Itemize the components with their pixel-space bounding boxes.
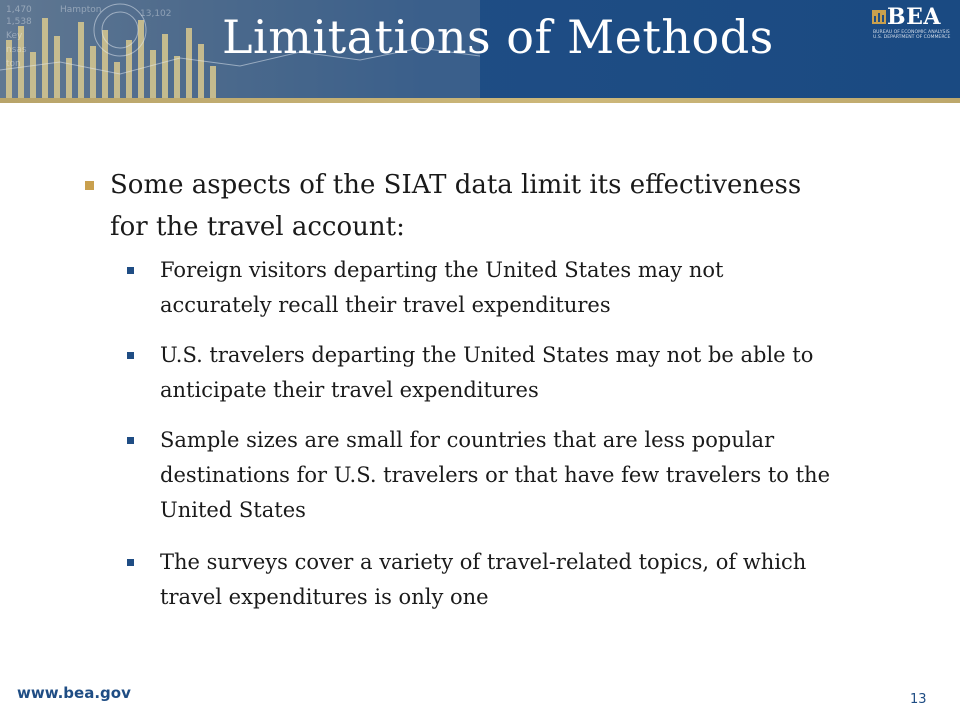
sub-bullet-text: The surveys cover a variety of travel-related topics, of which travel expenditures is only one [160, 550, 807, 609]
footer-website-link[interactable]: www.bea.gov [17, 684, 131, 702]
sub-bullet [160, 253, 840, 323]
sub-bullet [160, 545, 840, 615]
sub-bullet [160, 338, 840, 408]
bea-logo [872, 6, 954, 42]
svg-text:13,102: 13,102 [140, 9, 172, 19]
main-bullet-text: Some aspects of the SIAT data limit its effectiveness for the travel account: [110, 170, 802, 242]
slide-title: Limitations of Methods [222, 10, 774, 64]
blue-bullet-marker-icon [127, 559, 134, 566]
bea-logo-mark-icon [872, 10, 886, 24]
blue-bullet-marker-icon [127, 437, 134, 444]
main-bullet [110, 164, 830, 248]
sub-bullet-text: Sample sizes are small for countries that are less popular destinations for U.S. travelers or that have few travelers to the United States [160, 428, 831, 522]
blue-bullet-marker-icon [127, 267, 134, 274]
slide-header [0, 0, 960, 100]
svg-text:Hampton: Hampton [60, 5, 102, 15]
header-gold-stripe [0, 98, 960, 103]
page-number: 13 [910, 692, 927, 707]
svg-text:1,470: 1,470 [6, 5, 32, 15]
sub-bullet [160, 423, 840, 528]
gold-bullet-marker-icon [85, 181, 94, 190]
bea-logo-subtitle [873, 30, 955, 40]
bea-logo-text: BEA [887, 4, 941, 30]
svg-text:nsas: nsas [6, 45, 27, 55]
sub-bullet-text: U.S. travelers departing the United States may not be able to anticipate their travel expenditures [160, 343, 814, 402]
svg-text:ton: ton [6, 59, 21, 69]
bea-logo-subtitle-line-1: BUREAU OF ECONOMIC ANALYSIS [873, 30, 950, 35]
svg-text:1,538: 1,538 [6, 17, 32, 27]
bea-logo-subtitle-line-2: U.S. DEPARTMENT OF COMMERCE [873, 35, 951, 40]
sub-bullet-text: Foreign visitors departing the United States may not accurately recall their travel expenditures [160, 258, 724, 317]
blue-bullet-marker-icon [127, 352, 134, 359]
svg-text:Key: Key [6, 31, 23, 41]
